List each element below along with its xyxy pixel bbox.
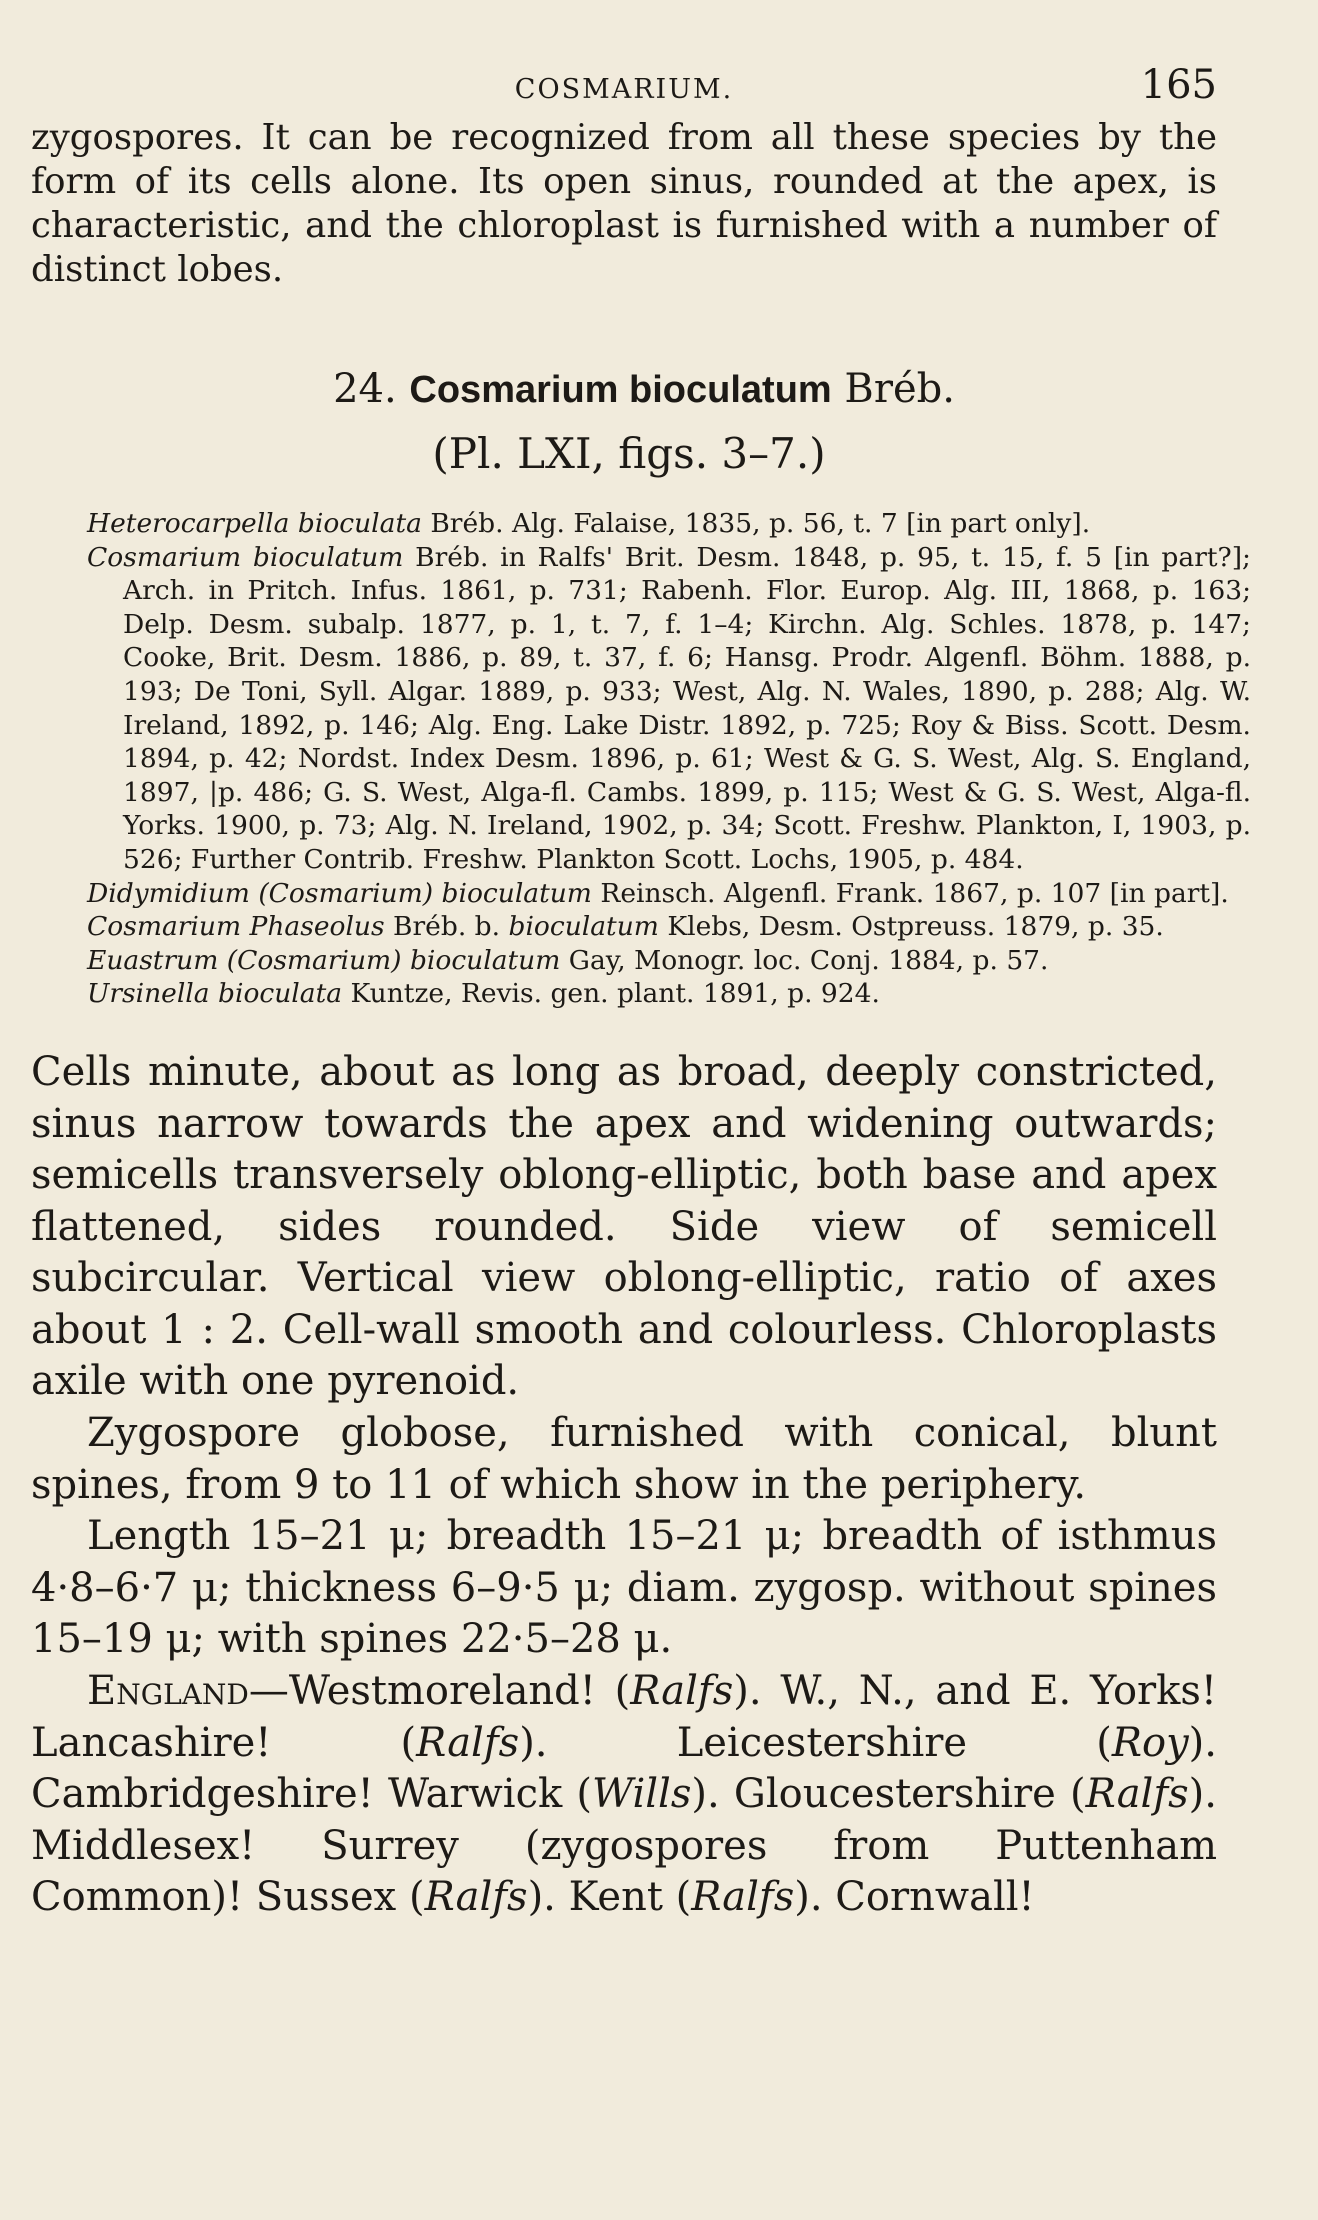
description-zygospore: Zygospore globose, furnished with conical, blunt spines, from 9 to 11 of which show in the periphery. [31,1410,1217,1508]
synonym-citation: Klebs, Desm. Ostpreuss. 1879, p. 35. [658,911,1164,943]
description-dimensions: Length 15–21 μ; breadth 15–21 μ; breadth of isthmus 4·8–6·7 μ; thickness 6–9·5 μ; diam. zygosp. without spines 15–19 μ; with spines 22·5–28 μ. [31,1513,1217,1663]
synonym-taxon: Didymidium (Cosmarium) bioculatum [87,877,592,909]
book-page [31,60,1251,1924]
collector-name: Ralfs [416,1719,520,1766]
synonym-taxon: Euastrum (Cosmarium) bioculatum [87,944,561,976]
synonym-citation: Bréb. in Ralfs' Brit. Desm. 1848, p. 95, t. 15, f. 5 [in part?]; Arch. in Pritch. Infus. 1861, p. 731; Rabenh. Flor. Europ. Alg. III, 1868, p. 163; Delp. Desm. subalp. 1877, p. 1, t. 7, f. 1–4; Kirchn. Alg. Schles. 1878, p. 147; Cooke, Brit. Desm. 1886, p. 89, t. 37, f. 6; Hansg. Prodr. Algenfl. Böhm. 1888, p. 193; De Toni, Syll. Algar. 1889, p. 933; West, Alg. N. Wales, 1890, p. 288; Alg. W. Ireland, 1892, p. 146; Alg. Eng. Lake Distr. 1892, p. 725; Roy & Biss. Scott. Desm. 1894, p. 42; Nordst. Index Desm. 1896, p. 61; West & G. S. West, Alg. S. England, 1897, |p. 486; G. S. West, Alga-fl. Cambs. 1899, p. 115; West & G. S. West, Alga-fl. Yorks. 1900, p. 73; Alg. N. Ireland, 1902, p. 34; Scott. Freshw. Plankton, I, 1903, p. 526; Further Contrib. Freshw. Plankton Scott. Lochs, 1905, p. 484. [123,541,1251,875]
synonym-entry [87,910,1251,944]
intro-paragraph: zygospores. It can be recognized from all these species by the form of its cells alone. Its open sinus, rounded at the apex, is characteristic, and the chloroplast is furnished with a number of distinct lobes. [31,117,1217,290]
synonym-entry [87,944,1251,978]
species-name: Cosmarium bioculatum [409,369,832,411]
synonym-entry [87,507,1251,541]
collector-name: Ralfs [630,1668,734,1715]
species-author: Bréb. [844,366,955,412]
distribution-england [31,1666,1217,1924]
distribution-text: ). Cambridgeshire! Warwick ( [31,1719,1217,1818]
distribution-text: ). Leicestershire ( [519,1719,1112,1766]
synonym-entry [87,877,1251,911]
synonym-variety: bioculatum [508,911,659,943]
synonymy-list [87,507,1251,1011]
synonym-taxon: Cosmarium Phaseolus [87,911,385,943]
description-cells: Cells minute, about as long as broad, deeply constricted, sinus narrow towards the apex and widening outwards; semicells transversely oblong-elliptic, both base and apex flattened, sides rounded. Side view of semicell subcircular. Vertical view oblong-elliptic, ratio of axes about 1 : 2. Cell-wall smooth and colourless. Chloroplasts axile with one pyrenoid. [31,1048,1217,1405]
synonym-entry [87,541,1251,877]
distribution-region-label: England [87,1668,249,1715]
distribution-text: ). Cornwall! [794,1874,1035,1921]
page-number: 165 [1140,62,1217,108]
collector-name: Ralfs [424,1874,528,1921]
plate-reference: (Pl. LXI, figs. 3–7.) [432,429,826,478]
synonym-citation: Gay, Monogr. loc. Conj. 1884, p. 57. [560,944,1049,976]
synonym-citation: Bréb. Alg. Falaise, 1835, p. 56, t. 7 [in part only]. [421,508,1091,539]
distribution-text: ). W., N., and E. Yorks! Lancashire! ( [31,1668,1217,1766]
collector-name: Ralfs [1085,1771,1189,1818]
species-heading [31,364,1217,415]
running-head [31,60,1217,116]
species-number: 24. [333,366,397,412]
synonym-entry [87,977,1251,1011]
distribution-text: —Westmoreland! ( [248,1668,631,1715]
synonym-citation: Bréb. b. [384,911,509,943]
synonym-citation: Reinsch. Algenfl. Frank. 1867, p. 107 [in part]. [591,877,1229,909]
collector-name: Roy [1111,1719,1189,1766]
synonym-taxon: Ursinella bioculata [87,978,343,1010]
collector-name: Ralfs [691,1874,795,1921]
distribution-text: ). Gloucestershire ( [691,1771,1086,1818]
synonym-citation: Kuntze, Revis. gen. plant. 1891, p. 924. [342,978,880,1010]
synonym-taxon: Heterocarpella bioculata [87,508,422,539]
distribution-text: ). Kent ( [527,1874,692,1921]
running-title: COSMARIUM. [514,74,734,105]
species-description [31,1047,1217,1924]
collector-name: Wills [592,1771,692,1818]
synonym-taxon: Cosmarium bioculatum [87,541,404,573]
distribution-text: ). Middlesex! Surrey (zygospores from Puttenham Common)! Sussex ( [31,1771,1217,1921]
